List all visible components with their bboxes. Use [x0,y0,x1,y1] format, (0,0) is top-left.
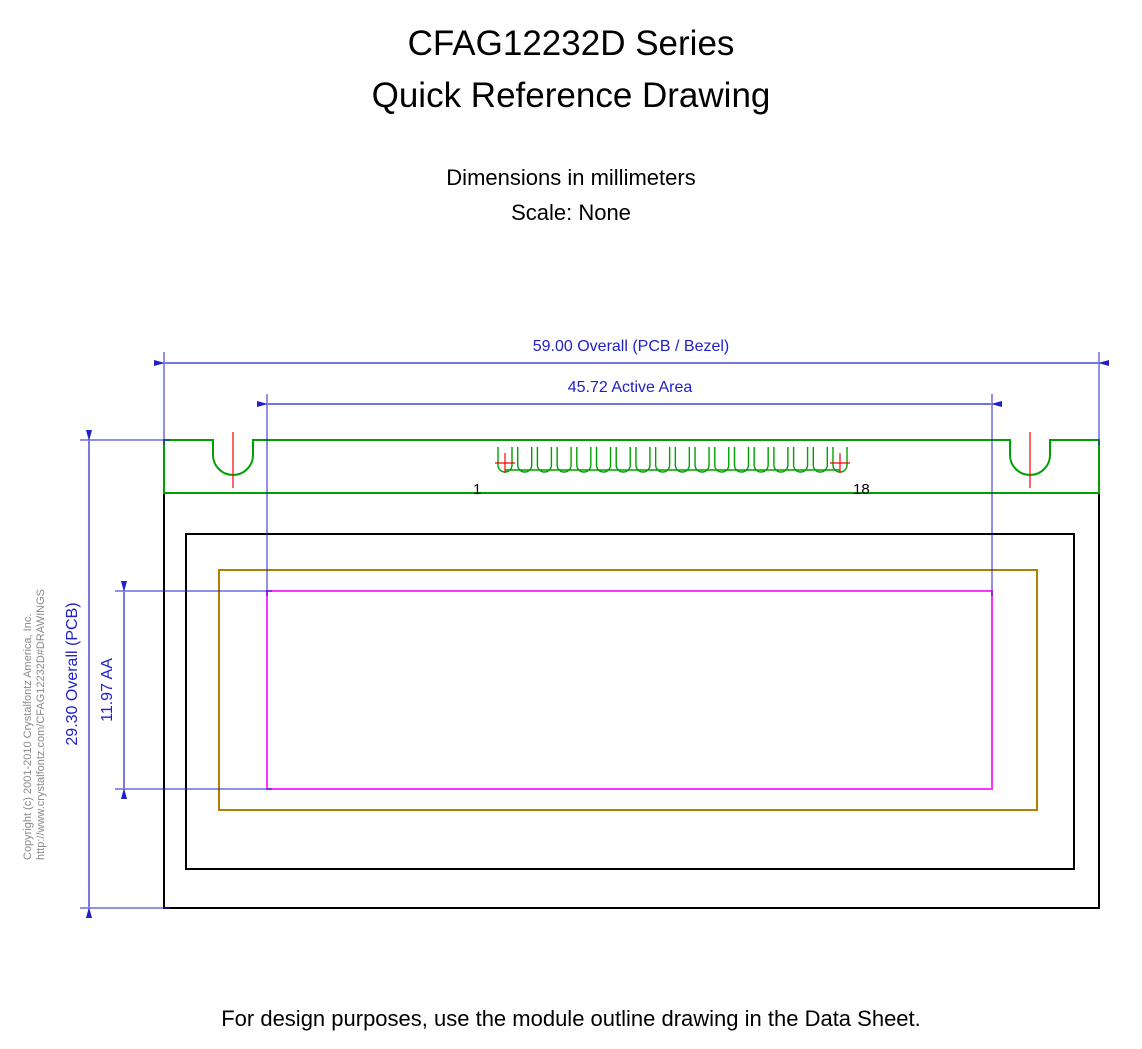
pin-8 [636,447,650,472]
copyright-line-1: Copyright (c) 2001-2010 Crystalfontz America, Inc. [22,613,34,860]
lcd-glass-outline [186,534,1074,869]
pin-10 [675,447,689,472]
pin-2 [518,447,532,472]
subtitle-line-2: Scale: None [511,200,631,225]
pin-header [473,447,870,498]
pin-9 [656,447,670,472]
pin-18-label: 18 [853,481,870,498]
pin-11 [695,447,709,472]
title-line-2: Quick Reference Drawing [371,76,771,115]
pin-13 [734,447,748,472]
copyright-line-2: http://www.crystalfontz.com/CFAG12232D#DRAWINGS [35,588,47,860]
dim-label-active-width: 45.72 Active Area [567,379,693,396]
pin-5 [577,447,591,472]
active-area-outline [267,591,992,789]
pcb-outline [164,493,1099,908]
pin-3 [537,447,551,472]
pin-4 [557,447,571,472]
pin-17 [813,447,827,472]
pin-7 [616,447,630,472]
dim-label-overall-height: 29.30 Overall (PCB) [64,602,81,746]
bezel-outline [164,440,1099,493]
pin-12 [715,447,729,472]
pin-6 [597,447,611,472]
viewing-area-outline [219,570,1037,810]
title-line-1: CFAG12232D Series [407,24,735,63]
dim-label-overall-width: 59.00 Overall (PCB / Bezel) [532,338,730,355]
dimension-active-width [267,379,992,596]
pin-1-label: 1 [473,481,482,498]
pin-14 [754,447,768,472]
subtitle-line-1: Dimensions in millimeters [446,165,696,190]
dimension-overall-height [64,440,170,908]
pin-15 [774,447,788,472]
dim-label-active-height: 11.97 AA [99,658,116,722]
footer-note: For design purposes, use the module outline drawing in the Data Sheet. [221,1006,921,1031]
pin-16 [794,447,808,472]
